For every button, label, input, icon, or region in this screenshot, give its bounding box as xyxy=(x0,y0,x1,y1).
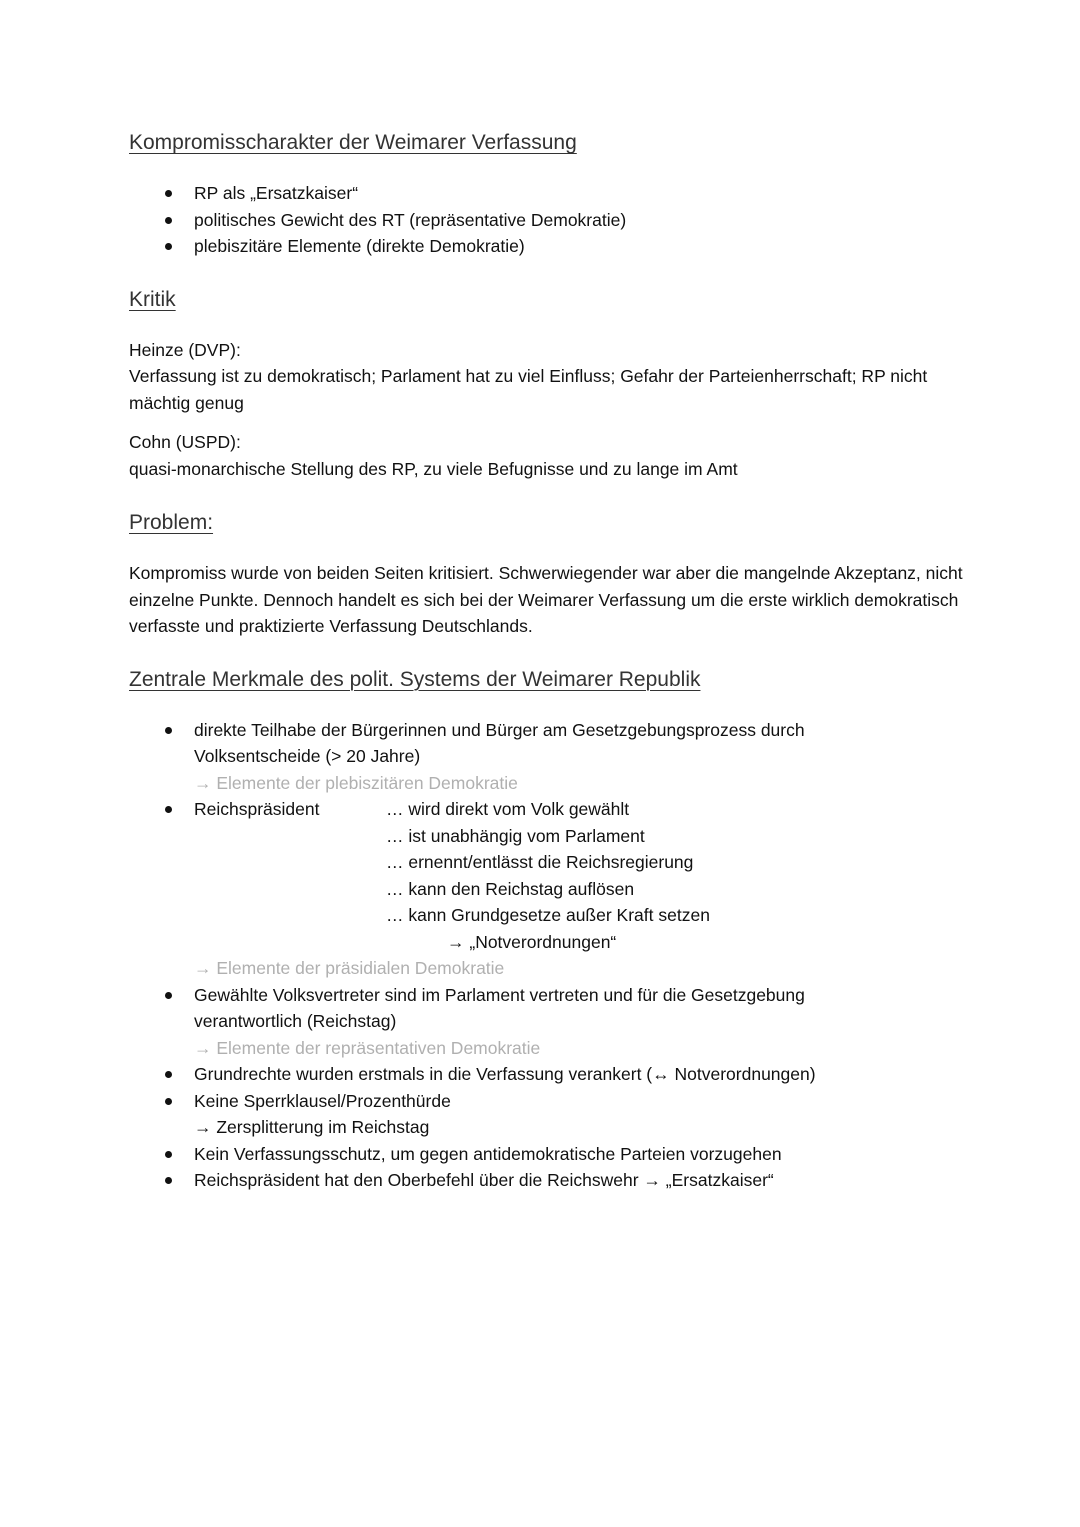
note-fragmentation: → Zersplitterung im Reichstag xyxy=(194,1117,430,1137)
list-item xyxy=(129,982,969,1062)
emergency-decrees: → „Notverordnungen“ xyxy=(447,931,617,952)
list-item xyxy=(129,1088,969,1141)
list-item: Kein Verfassungsschutz, um gegen antidemokratische Parteien vorzugehen xyxy=(129,1141,969,1168)
president-powers xyxy=(386,796,710,929)
president-label: Reichspräsident xyxy=(194,799,320,819)
heading-kompromisscharakter: Kompromisscharakter der Weimarer Verfassung xyxy=(129,131,577,154)
compromise-list xyxy=(129,180,969,260)
list-item: Reichspräsident hat den Oberbefehl über die Reichswehr → „Ersatzkaiser“ xyxy=(129,1167,969,1194)
note-plebiscitary: → Elemente der plebiszitären Demokratie xyxy=(194,772,518,793)
feature-direct-participation: direkte Teilhabe der Bürgerinnen und Bürger am Gesetzgebungsprozess durch Volksentscheide (> 20 Jahre) xyxy=(194,719,805,766)
list-item: Grundrechte wurden erstmals in die Verfassung verankert (↔ Notverordnungen) xyxy=(129,1061,969,1088)
note-presidential: → Elemente der präsidialen Demokratie xyxy=(194,958,505,978)
heading-zentrale-merkmale: Zentrale Merkmale des polit. Systems der Weimarer Republik xyxy=(129,667,701,691)
heading-problem: Problem: xyxy=(129,511,214,534)
feature-representatives: Gewählte Volksvertreter sind im Parlament vertreten und für die Gesetzgebung verantwortlich (Reichstag) xyxy=(194,984,805,1031)
president-power: … ernennt/entlässt die Reichsregierung xyxy=(386,852,694,872)
heinze-label: Heinze (DVP): xyxy=(129,339,241,360)
heinze-text: Verfassung ist zu demokratisch; Parlament hat zu viel Einfluss; Gefahr der Parteienherrschaft; RP nicht mächtig genug xyxy=(129,366,928,413)
features-list xyxy=(129,717,969,1194)
list-item xyxy=(129,717,969,797)
president-row xyxy=(194,796,969,929)
heading-kritik: Kritik xyxy=(129,287,176,311)
feature-no-threshold: Keine Sperrklausel/Prozenthürde xyxy=(194,1090,451,1111)
list-item xyxy=(129,796,969,982)
president-power: … ist unabhängig vom Parlament xyxy=(386,825,645,846)
president-power: … kann den Reichstag auflösen xyxy=(386,878,635,899)
note-representative: → Elemente der repräsentativen Demokratie xyxy=(194,1037,541,1058)
cohn-label: Cohn (USPD): xyxy=(129,432,241,452)
president-power: … wird direkt vom Volk gewählt xyxy=(386,799,630,819)
document-page xyxy=(129,128,969,1194)
cohn-text: quasi-monarchische Stellung des RP, zu viele Befugnisse und zu lange im Amt xyxy=(129,458,738,479)
list-item: plebiszitäre Elemente (direkte Demokratie) xyxy=(129,233,969,260)
president-power: … kann Grundgesetze außer Kraft setzen xyxy=(386,905,710,925)
list-item: RP als „Ersatzkaiser“ xyxy=(129,180,969,207)
problem-text: Kompromiss wurde von beiden Seiten kritisiert. Schwerwiegender war aber die mangelnde Akzeptanz, nicht einzelne Punkte. Dennoch handelt es sich bei der Weimarer Verfassung um die erste wirklich demokratisch verfasste und praktizierte Verfassung Deutschlands. xyxy=(129,563,963,636)
list-item: politisches Gewicht des RT (repräsentative Demokratie) xyxy=(129,207,969,234)
